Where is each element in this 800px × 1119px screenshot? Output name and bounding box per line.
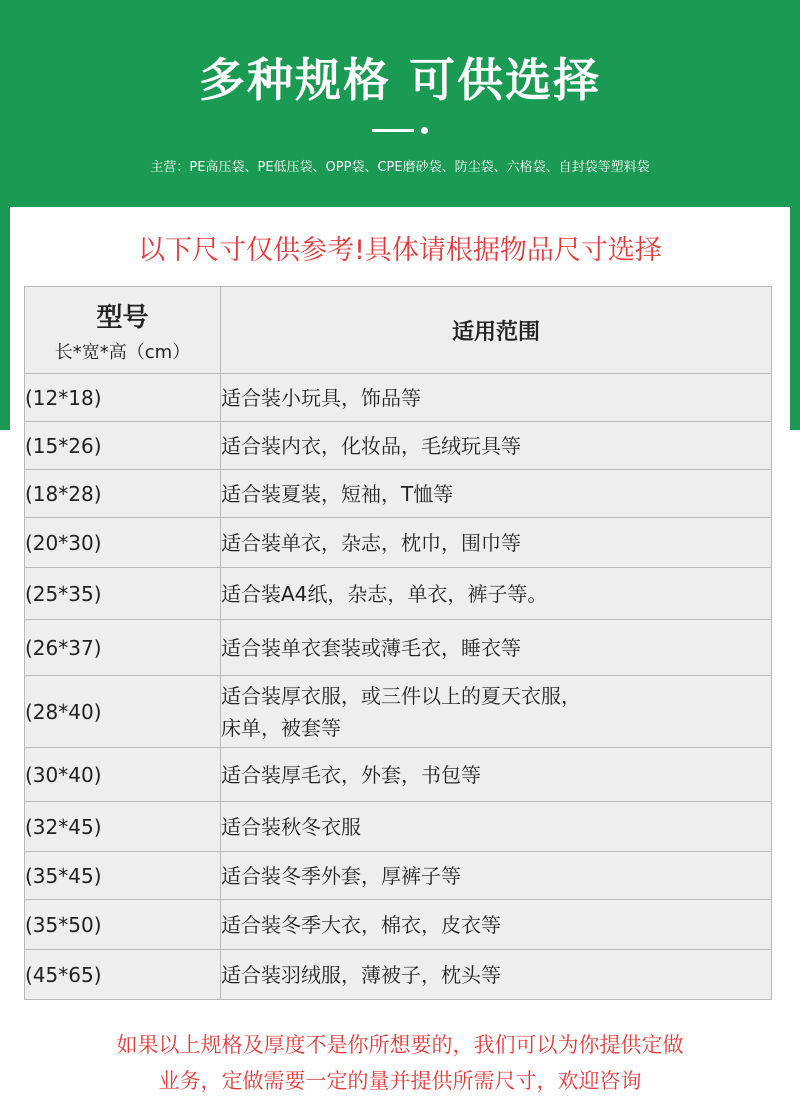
range-cell: 适合装单衣，杂志，枕巾，围巾等 — [221, 518, 772, 568]
table-row — [25, 374, 772, 422]
range-cell — [221, 676, 772, 748]
table-header-row — [25, 287, 772, 374]
model-cell: (32*45) — [25, 802, 221, 852]
range-cell: 适合装厚毛衣，外套，书包等 — [221, 748, 772, 802]
header-model-cell — [25, 287, 221, 374]
model-cell: (45*65) — [25, 950, 221, 1000]
table-row — [25, 422, 772, 470]
range-cell: 适合装内衣，化妆品，毛绒玩具等 — [221, 422, 772, 470]
header-range-cell — [221, 287, 772, 374]
model-cell: (35*45) — [25, 852, 221, 900]
custom-order-note — [0, 1027, 800, 1099]
table-row — [25, 900, 772, 950]
size-notice: 以下尺寸仅供参考!具体请根据物品尺寸选择 — [138, 235, 662, 266]
title-divider-dot — [421, 127, 428, 134]
header-unit-label: 长*宽*高（cm） — [54, 341, 191, 363]
range-cell: 适合装单衣套装或薄毛衣，睡衣等 — [221, 620, 772, 676]
table-row — [25, 676, 772, 748]
model-cell: (18*28) — [25, 470, 221, 518]
model-cell: (26*37) — [25, 620, 221, 676]
page-title: 多种规格 可供选择 — [198, 53, 601, 107]
table-row — [25, 748, 772, 802]
header-range-label: 适用范围 — [451, 319, 540, 345]
range-cell: 适合装A4纸，杂志，单衣，裤子等。 — [221, 568, 772, 620]
range-line: 床单，被套等 — [221, 715, 341, 740]
header-model-label: 型号 — [96, 302, 149, 333]
range-cell: 适合装小玩具，饰品等 — [221, 374, 772, 422]
table-row — [25, 852, 772, 900]
range-cell: 适合装夏装，短袖，T恤等 — [221, 470, 772, 518]
model-cell: (35*50) — [25, 900, 221, 950]
model-cell: (28*40) — [25, 676, 221, 748]
size-spec-table — [24, 286, 772, 1000]
model-cell: (20*30) — [25, 518, 221, 568]
model-cell: (25*35) — [25, 568, 221, 620]
model-cell: (30*40) — [25, 748, 221, 802]
table-row — [25, 620, 772, 676]
range-cell: 适合装秋冬衣服 — [221, 802, 772, 852]
table-row — [25, 950, 772, 1000]
model-cell: (15*26) — [25, 422, 221, 470]
range-cell: 适合装冬季大衣，棉衣，皮衣等 — [221, 900, 772, 950]
custom-order-line: 业务，定做需要一定的量并提供所需尺寸，欢迎咨询 — [158, 1069, 642, 1093]
table-row — [25, 518, 772, 568]
range-line: 适合装厚衣服，或三件以上的夏天衣服， — [221, 683, 581, 708]
range-cell: 适合装羽绒服，薄被子，枕头等 — [221, 950, 772, 1000]
table-row — [25, 568, 772, 620]
title-divider-line — [372, 129, 414, 132]
model-cell: (12*18) — [25, 374, 221, 422]
table-row — [25, 802, 772, 852]
table-row — [25, 470, 772, 518]
range-cell: 适合装冬季外套，厚裤子等 — [221, 852, 772, 900]
custom-order-line: 如果以上规格及厚度不是你所想要的，我们可以为你提供定做 — [116, 1033, 684, 1057]
business-scope-text: 主营：PE高压袋、PE低压袋、OPP袋、CPE磨砂袋、防尘袋、六格袋、自封袋等塑料袋 — [150, 160, 650, 175]
